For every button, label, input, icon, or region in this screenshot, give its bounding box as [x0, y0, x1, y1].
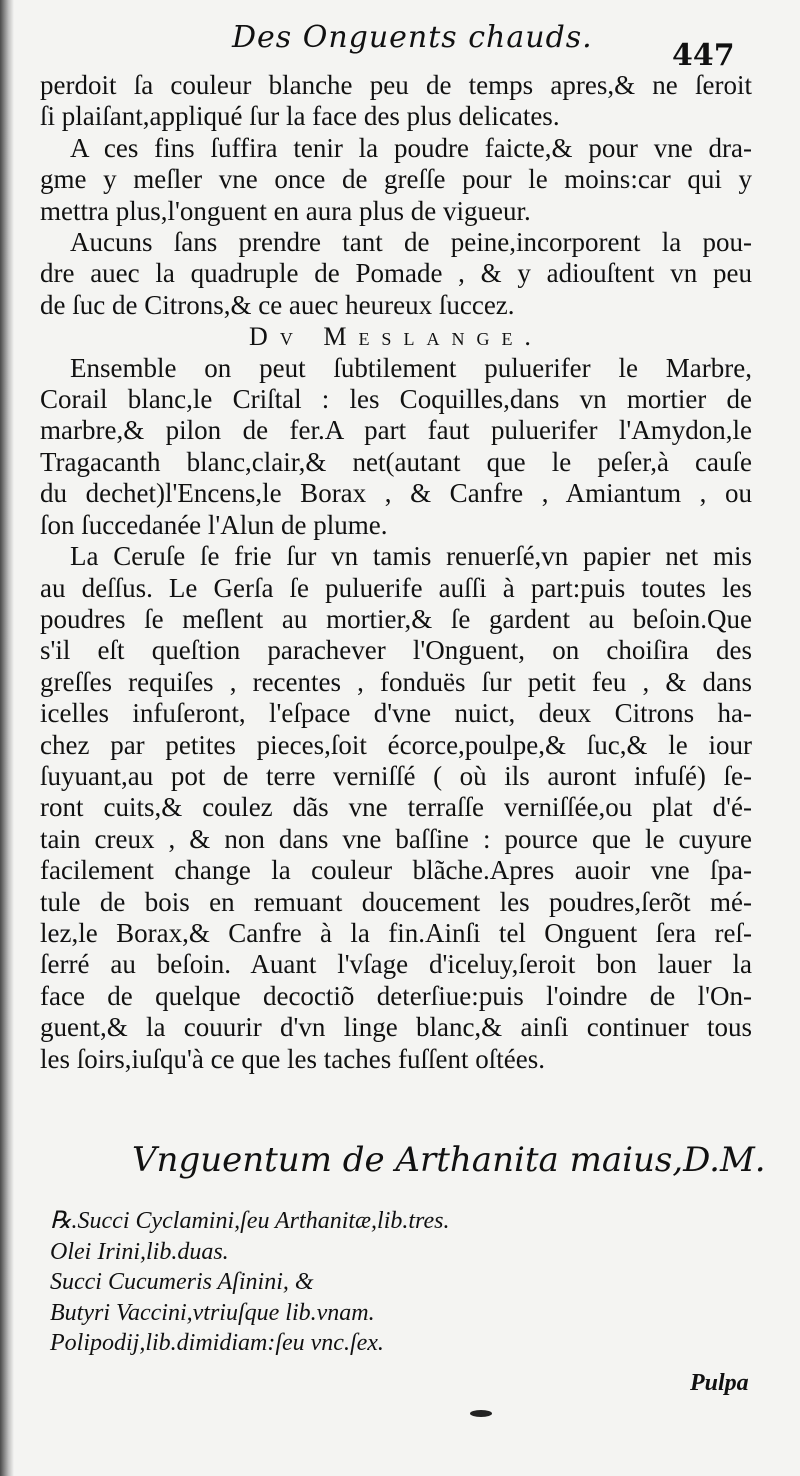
- text-line: facilement change la couleur blãche.Apres auoir vne ſpa-: [40, 855, 752, 886]
- text-line: dre auec la quadruple de Pomade , & y adiouſtent vn peu: [40, 258, 752, 289]
- text-line: du dechet)l'Encens,le Borax , & Canfre , Amiantum , ou: [40, 478, 752, 509]
- text-line: gme y meſler vne once de greſſe pour le moins:car qui y: [40, 164, 752, 195]
- text-line: La Ceruſe ſe frie ſur vn tamis renuerſé,vn papier net mis: [70, 541, 752, 572]
- formula-title: Vnguentum de Arthanita maius,D.M.: [132, 1140, 766, 1180]
- text-line: poudres ſe meſlent au mortier,& ſe gardent au beſoin.Que: [40, 603, 752, 634]
- text-line: mettra plus,l'onguent en aura plus de vigueur.: [40, 195, 531, 226]
- text-line: marbre,& pilon de fer.A part faut puluerifer l'Amydon,le: [40, 415, 752, 446]
- recipe-line: Butyri Vaccini,vtriuſque lib.vnam.: [50, 1299, 375, 1326]
- text-line: ſon ſuccedanée l'Alun de plume.: [40, 509, 388, 540]
- section-heading: Dv Meslange.: [249, 322, 543, 352]
- text-line: Aucuns ſans prendre tant de peine,incorporent la pou-: [70, 227, 752, 258]
- text-line: greſſes requiſes , recentes , fonduës ſur petit feu , & dans: [40, 666, 752, 697]
- text-line: tule de bois en remuant doucement les poudres,ſerõt mé-: [40, 886, 752, 917]
- page-edge-shadow: [0, 0, 14, 1476]
- text-line: les ſoirs,iuſqu'à ce que les taches fuſſent oſtées.: [40, 1043, 545, 1074]
- page-number: 447: [672, 38, 735, 73]
- text-line: Corail blanc,le Criſtal : les Coquilles,dans vn mortier de: [40, 384, 752, 415]
- text-line: Tragacanth blanc,clair,& net(autant que le peſer,à cauſe: [40, 446, 752, 477]
- text-line: s'il eſt queſtion parachever l'Onguent, on choiſira des: [40, 635, 752, 666]
- text-line: chez par petites pieces,ſoit écorce,poulpe,& ſuc,& le iour: [40, 729, 752, 760]
- text-line: de ſuc de Citrons,& ce auec heureux ſuccez.: [40, 289, 515, 320]
- text-line: au deſſus. Le Gerſa ſe puluerife auſſi à part:puis toutes les: [40, 572, 752, 603]
- recipe-block: [50, 1206, 449, 1359]
- body-text: [40, 70, 752, 1075]
- text-line: perdoit ſa couleur blanche peu de temps apres,& ne ſeroit: [40, 70, 752, 100]
- text-line: lez,le Borax,& Canfre à la fin.Ainſi tel Onguent ſera reſ-: [40, 917, 752, 948]
- text-line: ſuyuant,au pot de terre verniſſé ( où ils auront infuſé) ſe-: [40, 760, 752, 791]
- running-title: Des Onguents chauds.: [232, 20, 593, 55]
- ink-speck: [470, 1410, 492, 1417]
- text-line: ront cuits,& coulez dãs vne terraſſe verniſſée,ou plat d'é-: [40, 792, 752, 823]
- catchword: Pulpa: [690, 1370, 749, 1396]
- recipe-line: Succi Cucumeris Aſinini, &: [50, 1269, 314, 1295]
- text-line: ſi plaiſant,appliqué ſur la face des plus delicates.: [40, 101, 560, 132]
- recipe-line: ℞.Succi Cyclamini,ſeu Arthanitæ,lib.tres.: [50, 1208, 450, 1234]
- text-line: guent,& la couurir d'vn linge blanc,& ainſi continuer tous: [40, 1012, 752, 1043]
- recipe-line: Polipodij,lib.dimidiam:ſeu vnc.ſex.: [50, 1330, 384, 1356]
- text-line: ſerré au beſoin. Auant l'vſage d'iceluy,ſeroit bon lauer la: [40, 949, 752, 980]
- text-line: tain creux , & non dans vne baſſine : pource que le cuyure: [40, 823, 752, 854]
- text-line: Ensemble on peut ſubtilement puluerifer le Marbre,: [70, 352, 752, 383]
- text-line: A ces fins ſuffira tenir la poudre faicte,& pour vne dra-: [70, 132, 752, 163]
- recipe-line: Olei Irini,lib.duas.: [50, 1238, 229, 1265]
- text-line: face de quelque decoctiõ deterſiue:puis l'oindre de l'On-: [40, 980, 752, 1011]
- text-line: icelles infuſeront, l'eſpace d'vne nuict, deux Citrons ha-: [40, 698, 752, 729]
